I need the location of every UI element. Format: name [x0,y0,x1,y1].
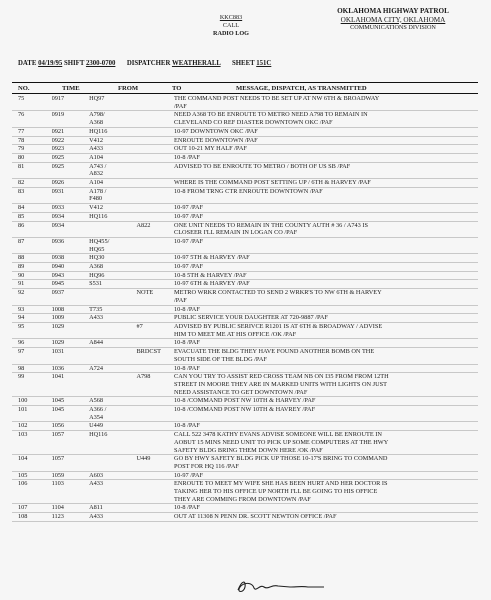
log-time: 1103 [51,480,64,488]
log-time: 0945 [51,280,65,288]
log-to: #7 [136,322,143,330]
log-to [136,306,168,314]
form-title-radio-log: RADIO LOG [213,30,249,37]
log-from: A568 [89,397,104,405]
log-from: A844 [89,339,104,347]
table-row [12,348,478,364]
table-row [12,472,478,481]
log-message: 10-8 5TH & HARVEY /PAF [174,271,247,279]
log-message: PUBLIC SERVICE YOUR DAUGHTER AT 720-9887 /PAF [174,314,328,322]
log-no: 81 [18,162,25,170]
log-from: V412 [89,204,104,212]
log-message: 10-8 /PAF [174,153,200,161]
log-to [136,513,168,521]
sheet-value: 151C [256,60,272,67]
log-to [136,406,168,421]
log-message: ENROUTE TO MEET MY WIFE SHE HAS BEEN HURT AND HER DOCTOR IS TAKING HER TO HIS OFFICE UP NORTH I'LL BE GOING TO HIS OFFICE THEY ARE COMMING FROM DOWNTOWN /PAF [174,480,388,503]
col-header-no: NO. [18,85,30,92]
table-row [12,365,478,374]
log-time: 1008 [51,305,65,313]
log-no: 105 [18,471,28,479]
log-from [89,373,136,396]
log-message: ENROUTE DOWNTOWN /PAF [174,136,258,144]
table-row [12,280,478,289]
header-bottom-rule [12,93,478,94]
log-from: U449 [89,422,104,430]
table-row [12,422,478,431]
table-row [12,289,478,305]
table-row [12,513,478,522]
log-time: 0923 [51,145,65,153]
log-to: A798 [136,373,151,381]
log-time: 1059 [51,471,65,479]
log-from [89,348,136,363]
log-message: 10-97 /PAF [174,263,204,271]
log-to [136,272,168,280]
table-row [12,339,478,348]
log-no: 101 [18,406,28,414]
table-row [12,154,478,163]
log-message: 10-8 /PAF [174,504,200,512]
log-message: 10-8 /PAF [174,422,200,430]
form-code: KKC883 [219,14,243,21]
log-to [136,213,168,221]
log-to [136,128,168,136]
log-message: GO BY HWY SAFETY BLDG PICK UP THOSE 10-17'S BRING TO COMMAND POST FOR HQ 116 /PAF [174,455,388,470]
log-from: T735 [89,305,103,313]
log-from: HQ30 [89,254,105,262]
log-time: 1029 [51,339,65,347]
table-row [12,222,478,238]
log-time: 1029 [51,322,65,330]
table-row [12,314,478,323]
log-no: 76 [18,111,25,119]
log-no: 89 [18,263,25,271]
log-from: A433 [89,480,104,488]
table-row [12,431,478,455]
log-message: 10-97 /PAF [174,471,204,479]
log-from: HQ116 [89,127,108,135]
log-no: 80 [18,153,25,161]
table-row [12,263,478,272]
log-time: 1031 [51,348,65,356]
log-message: METRO WRKR CONTACTED TO SEND 2 WRKR'S TO NW 6TH & HARVEY /PAF [174,289,382,304]
log-no: 103 [18,431,28,439]
table-row [12,397,478,406]
log-from: A368 [89,263,104,271]
log-time: 1104 [51,504,64,512]
log-message: 10-97 /PAF [174,204,204,212]
log-to [136,238,168,253]
table-row [12,504,478,513]
log-to [136,263,168,271]
log-to: BRDCST [136,348,161,356]
log-time: 0926 [51,179,65,187]
log-time: 1123 [51,513,64,521]
log-meta-line [18,60,271,67]
log-to [136,95,168,110]
log-from: A104 [89,179,104,187]
log-time: 1041 [51,373,65,381]
table-row [12,128,478,137]
log-from: HQ116 [89,431,108,439]
table-row [12,272,478,281]
log-no: 77 [18,127,25,135]
log-no: 88 [18,254,25,262]
table-row [12,455,478,471]
log-to [136,314,168,322]
log-message: 10-8 /COMMAND POST NW 10TH & HAVREY /PAF [174,406,316,414]
log-message: 10-97 5TH & HARVEY /PAF [174,254,250,262]
log-to [136,179,168,187]
log-from [89,289,136,304]
log-no: 97 [18,348,25,356]
agency-city: OKLAHOMA CITY, OKLAHOMA [340,15,446,24]
log-from: HQ455/ HQ65 [89,237,110,253]
log-no: 85 [18,212,25,220]
log-time: 1009 [51,314,65,322]
log-time: 0940 [51,263,65,271]
log-to [136,339,168,347]
log-to [136,111,168,126]
log-time: 0931 [51,187,65,195]
log-from: A433 [89,314,104,322]
log-message: NEED A368 TO BE ENROUTE TO METRO NEED A798 TO REMAIN IN CLEVELAND CO REF DIASTER DOWNTOWN OKC /PAF [174,111,368,127]
log-to [136,145,168,153]
log-no: 93 [18,305,25,313]
log-message: WHERE IS THE COMMAND POST SETTING UP / 6TH & HARVEY /PAF [174,179,371,187]
log-no: 102 [18,422,28,430]
table-row [12,204,478,213]
log-no: 94 [18,314,25,322]
log-to [136,254,168,262]
sheet-label: SHEET [231,60,255,67]
table-row [12,213,478,222]
log-time: 0919 [51,111,65,119]
log-message: OUT 10-21 MY HALF /PAF [174,145,247,153]
log-message: 10-8 /PAF [174,305,200,313]
log-to [136,397,168,405]
table-row [12,323,478,339]
log-time: 0937 [51,289,65,297]
log-time: 0921 [51,127,65,135]
table-row [12,111,478,127]
log-no: 91 [18,280,25,288]
log-message: 10-8 /COMMAND POST NW 10TH & HARVEY /PAF [174,397,316,405]
col-header-message: MESSAGE, DISPATCH, AS TRANSMITTED [236,85,367,92]
log-message: ONE UNIT NEEDS TO REMAIN IN THE COUNTY AUTH # 36 / A743 IS CLOSEER I'LL REMAIN IN LOGAN CO /PAF [174,221,368,237]
log-no: 79 [18,145,25,153]
log-from: A724 [89,364,104,372]
log-from: A178 / F480 [89,187,107,203]
table-row [12,306,478,315]
log-from: A366 / A354 [89,406,107,421]
log-no: 75 [18,95,25,102]
log-from: A433 [89,513,104,521]
log-to: A822 [136,221,151,229]
date-value: 04/19/95 [38,60,63,67]
log-to [136,204,168,212]
log-time: 0933 [51,204,65,212]
log-table-body [12,95,478,522]
log-message: 10-97 6TH & HARVEY /PAF [174,280,250,288]
log-from: HQ97 [89,95,105,102]
log-time: 1057 [51,455,65,463]
log-no: 99 [18,373,25,381]
log-time: 1036 [51,364,65,372]
shift-label: SHIFT [63,60,85,67]
date-label: DATE [18,60,37,67]
log-time: 0934 [51,221,65,229]
log-message: ADVISED TO BE ENROUTE TO METRO / BOTH OF US SB /PAF [174,162,351,170]
log-time: 1056 [51,422,65,430]
log-to [136,188,168,203]
log-to [136,137,168,145]
log-from: A743 / A832 [89,162,107,178]
shift-value: 2300-0700 [85,60,116,67]
log-to [136,472,168,480]
log-to [136,154,168,162]
log-time: 1045 [51,397,65,405]
log-no: 82 [18,179,25,187]
table-row [12,238,478,254]
header-top-rule [12,82,478,83]
log-no: 98 [18,364,25,372]
log-message: CAN YOU TRY TO ASSIST RED CROSS TEAM NB ON I35 FROM FROM 12TH STREET IN MOORE THEY ARE IN MARKED UNITS WITH LIGHTS ON JUST NEED ASSISTANCE TO GET DOWNTOWN /PAF [174,373,389,396]
log-time: 0934 [51,212,65,220]
log-message: THE COMMAND POST NEEDS TO BE SET UP AT NW 6TH & BROADWAY /PAF [174,95,380,110]
log-to [136,365,168,373]
log-time: 0938 [51,254,65,262]
log-time: 0943 [51,271,65,279]
signature-mark [232,578,352,596]
table-row [12,406,478,422]
log-to [136,431,168,454]
log-from: V412 [89,136,104,144]
log-from: HQ116 [89,212,108,220]
log-to [136,422,168,430]
log-time: 0925 [51,162,65,170]
log-from: A811 [89,504,103,512]
log-to: NOTE [136,289,154,297]
table-row [12,373,478,397]
log-from: A104 [89,153,104,161]
col-header-to: TO [172,85,182,92]
log-message: 10-8 FROM TRNG CTR ENROUTE DOWNTOWN /PAF [174,187,323,195]
log-no: 106 [18,480,28,488]
log-time: 0936 [51,237,65,245]
log-from [89,222,136,237]
log-no: 84 [18,204,25,212]
log-time: 0925 [51,153,65,161]
agency-block [318,7,468,33]
log-message: 10-8 /PAF [174,339,200,347]
log-to [136,480,168,503]
table-row [12,163,478,179]
log-message: 10-97 DOWNTOWN OKC /PAF [174,127,258,135]
log-no: 92 [18,289,25,297]
table-row [12,179,478,188]
log-no: 78 [18,136,25,144]
log-no: 107 [18,504,28,512]
log-from: A433 [89,145,104,153]
log-message: EVACUATE THE BLDG THEY HAVE FOUND ANOTHER BOMB ON THE SOUTH SIDE OF THE BLDG /PAF [174,348,375,363]
col-header-time: TIME [62,85,80,92]
log-no: 86 [18,221,25,229]
log-no: 95 [18,322,25,330]
log-from [89,323,136,338]
log-to [136,504,168,512]
log-no: 104 [18,455,28,463]
log-to: U449 [136,455,151,463]
log-message: 10-8 /PAF [174,364,200,372]
table-row [12,254,478,263]
log-time: 1057 [51,431,65,439]
log-to [136,163,168,178]
table-row [12,145,478,154]
log-no: 87 [18,237,25,245]
log-no: 100 [18,397,28,405]
table-row [12,137,478,146]
log-from: A603 [89,471,104,479]
log-from [89,455,136,470]
log-from: S531 [89,280,103,288]
dispatcher-value: WEATHERALL [171,60,221,67]
table-row [12,480,478,504]
log-no: 96 [18,339,25,347]
log-from: HQ96 [89,271,105,279]
log-to [136,280,168,288]
log-no: 90 [18,271,25,279]
table-row [12,95,478,111]
log-message: 10-97 /PAF [174,212,204,220]
log-from: A798/ A368 [89,111,105,127]
log-no: 108 [18,513,28,521]
table-row [12,188,478,204]
col-header-from: FROM [118,85,139,92]
log-time: 1045 [51,406,65,414]
agency-name: OKLAHOMA HIGHWAY PATROL [337,7,449,15]
agency-division: COMMUNICATIONS DIVISION [350,24,436,31]
log-message: OUT AT 11308 N PENN DR. SCOTT NEWTON OFFICE /PAF [174,513,337,521]
log-time: 0922 [51,136,65,144]
log-message: 10-97 /PAF [174,237,204,245]
form-title-call: CALL [222,22,240,29]
log-time: 0917 [51,95,65,102]
log-no: 83 [18,187,25,195]
log-message: CALL 522 3478 KATHY EVANS ADVISE SOMEONE WILL BE ENROUTE IN AOBUT 15 MINS NEED UNIT TO PICK UP SOME COMPUTERS AT THE HWY SAFETY BLDG BRING THEM DOWN HERE /OK /PAF [174,431,389,454]
dispatcher-label: DISPATCHER [126,60,171,67]
log-message: ADVISED BY PUBLIC SERIVCE R1201 IS AT 6TH & BROADWAY / ADVISE HIM TO MEET ME AT HIS OFFICE /OK /PAF [174,322,383,338]
form-title-block [196,14,266,38]
